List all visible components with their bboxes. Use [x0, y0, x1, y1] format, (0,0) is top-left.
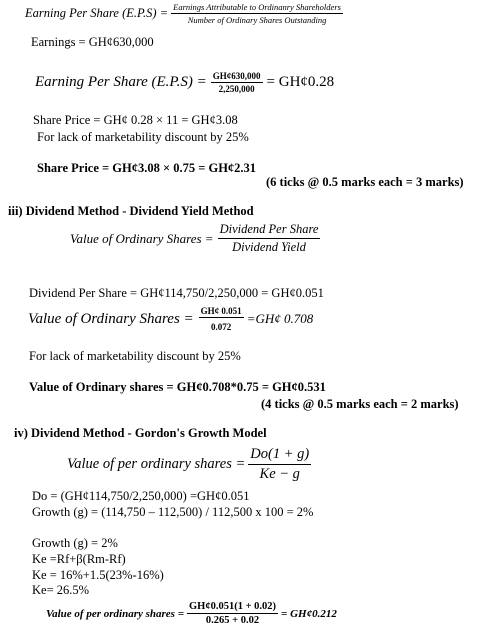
gordon-calc-fraction — [187, 601, 278, 626]
dividend-yield-formula-lhs: Value of Ordinary Shares = — [70, 230, 214, 246]
section-iv-heading: iv) Dividend Method - Gordon's Growth Model — [14, 426, 267, 440]
gordon-calculation — [46, 601, 337, 626]
growth-line: Growth (g) = (114,750 – 112,500) / 112,500 x 100 = 2% — [32, 505, 314, 519]
earnings-line: Earnings = GH¢630,000 — [31, 35, 154, 49]
marks-2: (4 ticks @ 0.5 marks each = 2 marks) — [261, 397, 459, 411]
share-price-final: Share Price = GH¢3.08 × 0.75 = GH¢2.31 — [37, 161, 257, 175]
gordon-formula — [67, 446, 311, 483]
eps-calc-fraction — [211, 71, 263, 94]
dividend-yield-calc-denominator: 0.072 — [211, 322, 232, 332]
growth-line-2: Growth (g) = 2% — [32, 536, 118, 550]
ke-result: Ke= 26.5% — [32, 583, 90, 597]
dividend-yield-formula-numerator: Dividend Per Share — [218, 222, 321, 239]
dividend-yield-calc-numerator: GH¢ 0.051 — [200, 306, 242, 316]
marks-1: (6 ticks @ 0.5 marks each = 3 marks) — [266, 175, 464, 189]
discount-line-1: For lack of marketability discount by 25% — [37, 130, 249, 144]
eps-calc-lhs: Earning Per Share (E.P.S) = — [35, 74, 207, 90]
section-iii-heading: iii) Dividend Method - Dividend Yield Method — [8, 204, 254, 218]
share-price-line: Share Price = GH¢ 0.28 × 11 = GH¢3.08 — [33, 113, 238, 127]
dividend-yield-calc-result: =GH¢ 0.708 — [246, 311, 314, 326]
eps-calc-denominator: 2,250,000 — [218, 84, 255, 94]
eps-formula — [25, 2, 343, 25]
eps-formula-numerator: Earnings Attributable to Ordinanry Shareholders — [173, 2, 341, 12]
gordon-formula-denominator: Ke − g — [259, 466, 300, 482]
dividend-yield-calc-fraction — [199, 306, 244, 332]
discount-line-2: For lack of marketability discount by 25% — [29, 349, 241, 363]
do-line: Do = (GH¢114,750/2,250,000) =GH¢0.051 — [32, 489, 250, 503]
dividend-yield-calculation — [28, 306, 313, 332]
dps-line: Dividend Per Share = GH¢114,750/2,250,000 = GH¢0.051 — [29, 286, 324, 300]
gordon-calc-denominator: 0.265 + 0.02 — [205, 615, 260, 626]
dividend-yield-formula-denominator: Dividend Yield — [232, 240, 306, 254]
ke-formula: Ke =Rf+β(Rm-Rf) — [32, 552, 126, 566]
dividend-yield-calc-lhs: Value of Ordinary Shares = — [28, 310, 194, 327]
gordon-calc-numerator: GH¢0.051(1 + 0.02) — [188, 601, 277, 612]
eps-formula-denominator: Number of Ordinary Shares Outstanding — [187, 15, 327, 25]
dividend-yield-final: Value of Ordinary shares = GH¢0.708*0.75 = GH¢0.531 — [29, 380, 326, 394]
gordon-calc-result: = GH¢0.212 — [281, 607, 337, 620]
eps-formula-lhs: Earning Per Share (E.P.S) = — [25, 6, 169, 20]
ke-calculation: Ke = 16%+1.5(23%-16%) — [32, 568, 164, 582]
gordon-calc-lhs: Value of per ordinary shares = — [46, 607, 184, 620]
dividend-yield-formula — [70, 222, 320, 255]
eps-formula-fraction — [171, 2, 343, 25]
dividend-yield-formula-fraction — [218, 222, 321, 255]
gordon-formula-numerator: Do(1 + g) — [248, 446, 311, 465]
eps-calc-result: = GH¢0.28 — [266, 74, 335, 90]
eps-calculation — [35, 71, 334, 94]
gordon-formula-lhs: Value of per ordinary shares = — [67, 456, 246, 472]
eps-calc-numerator: GH¢630,000 — [212, 71, 261, 81]
gordon-formula-fraction — [248, 446, 311, 483]
